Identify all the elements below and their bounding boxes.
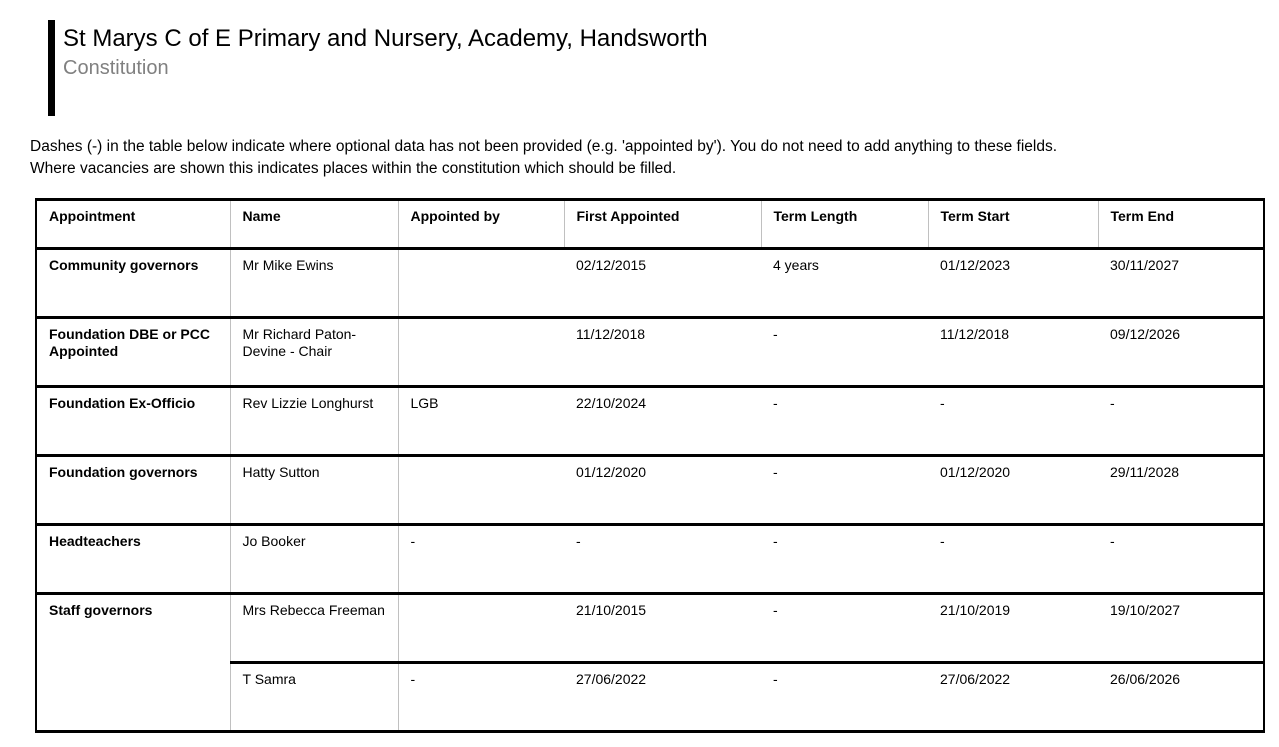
table-row-staff-governors-1 — [36, 594, 1264, 663]
appointed-by-cell: LGB — [398, 387, 564, 456]
term-end-cell: 29/11/2028 — [1098, 456, 1264, 525]
term-start-cell: 01/12/2023 — [928, 249, 1098, 318]
appointed-by-cell: - — [398, 663, 564, 732]
term-end-cell: - — [1098, 525, 1264, 594]
table-row-headteachers — [36, 525, 1264, 594]
name-cell: Rev Lizzie Longhurst — [230, 387, 398, 456]
intro-paragraph — [30, 136, 1265, 180]
term-length-cell: - — [761, 318, 928, 387]
page-subtitle: Constitution — [63, 57, 169, 79]
intro-line-2: Where vacancies are shown this indicates places within the constitution which should be filled. — [30, 160, 677, 177]
appointment-cell: Foundation Ex-Officio — [36, 387, 230, 456]
column-header-term-start: Term Start — [928, 200, 1098, 249]
name-cell: Jo Booker — [230, 525, 398, 594]
name-cell: T Samra — [230, 663, 398, 732]
first-appointed-cell: 21/10/2015 — [564, 594, 761, 663]
term-start-cell: 01/12/2020 — [928, 456, 1098, 525]
term-end-cell: 19/10/2027 — [1098, 594, 1264, 663]
term-start-cell: 21/10/2019 — [928, 594, 1098, 663]
first-appointed-cell: - — [564, 525, 761, 594]
title-accent-bar — [48, 20, 55, 116]
table-row-foundation-ex-officio — [36, 387, 1264, 456]
term-end-cell: 30/11/2027 — [1098, 249, 1264, 318]
appointment-cell: Foundation DBE or PCC Appointed — [36, 318, 230, 387]
term-length-cell: - — [761, 525, 928, 594]
name-cell: Mrs Rebecca Freeman — [230, 594, 398, 663]
column-header-first-appointed: First Appointed — [564, 200, 761, 249]
appointed-by-cell — [398, 594, 564, 663]
constitution-table — [35, 198, 1265, 733]
appointed-by-cell: - — [398, 525, 564, 594]
column-header-name: Name — [230, 200, 398, 249]
appointed-by-cell — [398, 456, 564, 525]
column-header-term-length: Term Length — [761, 200, 928, 249]
term-end-cell: - — [1098, 387, 1264, 456]
term-end-cell: 09/12/2026 — [1098, 318, 1264, 387]
appointment-cell: Foundation governors — [36, 456, 230, 525]
term-length-cell: - — [761, 387, 928, 456]
term-start-cell: - — [928, 525, 1098, 594]
page-title: St Marys C of E Primary and Nursery, Academy, Handsworth — [63, 25, 708, 52]
term-length-cell: - — [761, 456, 928, 525]
name-cell: Hatty Sutton — [230, 456, 398, 525]
table-row-foundation-dbe-pcc — [36, 318, 1264, 387]
column-header-appointed-by: Appointed by — [398, 200, 564, 249]
column-header-appointment: Appointment — [36, 200, 230, 249]
term-length-cell: - — [761, 594, 928, 663]
appointment-cell: Staff governors — [36, 594, 230, 732]
appointment-cell: Headteachers — [36, 525, 230, 594]
table-header-row — [36, 200, 1264, 249]
name-cell: Mr Richard Paton-Devine - Chair — [230, 318, 398, 387]
appointment-cell: Community governors — [36, 249, 230, 318]
term-length-cell: - — [761, 663, 928, 732]
first-appointed-cell: 11/12/2018 — [564, 318, 761, 387]
column-header-term-end: Term End — [1098, 200, 1264, 249]
term-start-cell: - — [928, 387, 1098, 456]
first-appointed-cell: 01/12/2020 — [564, 456, 761, 525]
appointed-by-cell — [398, 249, 564, 318]
intro-line-1: Dashes (-) in the table below indicate where optional data has not been provided (e.g. 'appointed by'). You do not need to add anything to these fields. — [30, 138, 1058, 155]
term-end-cell: 26/06/2026 — [1098, 663, 1264, 732]
first-appointed-cell: 22/10/2024 — [564, 387, 761, 456]
first-appointed-cell: 02/12/2015 — [564, 249, 761, 318]
term-start-cell: 11/12/2018 — [928, 318, 1098, 387]
table-row-foundation-governors — [36, 456, 1264, 525]
first-appointed-cell: 27/06/2022 — [564, 663, 761, 732]
table-row-community-governors — [36, 249, 1264, 318]
name-cell: Mr Mike Ewins — [230, 249, 398, 318]
term-length-cell: 4 years — [761, 249, 928, 318]
appointed-by-cell — [398, 318, 564, 387]
term-start-cell: 27/06/2022 — [928, 663, 1098, 732]
